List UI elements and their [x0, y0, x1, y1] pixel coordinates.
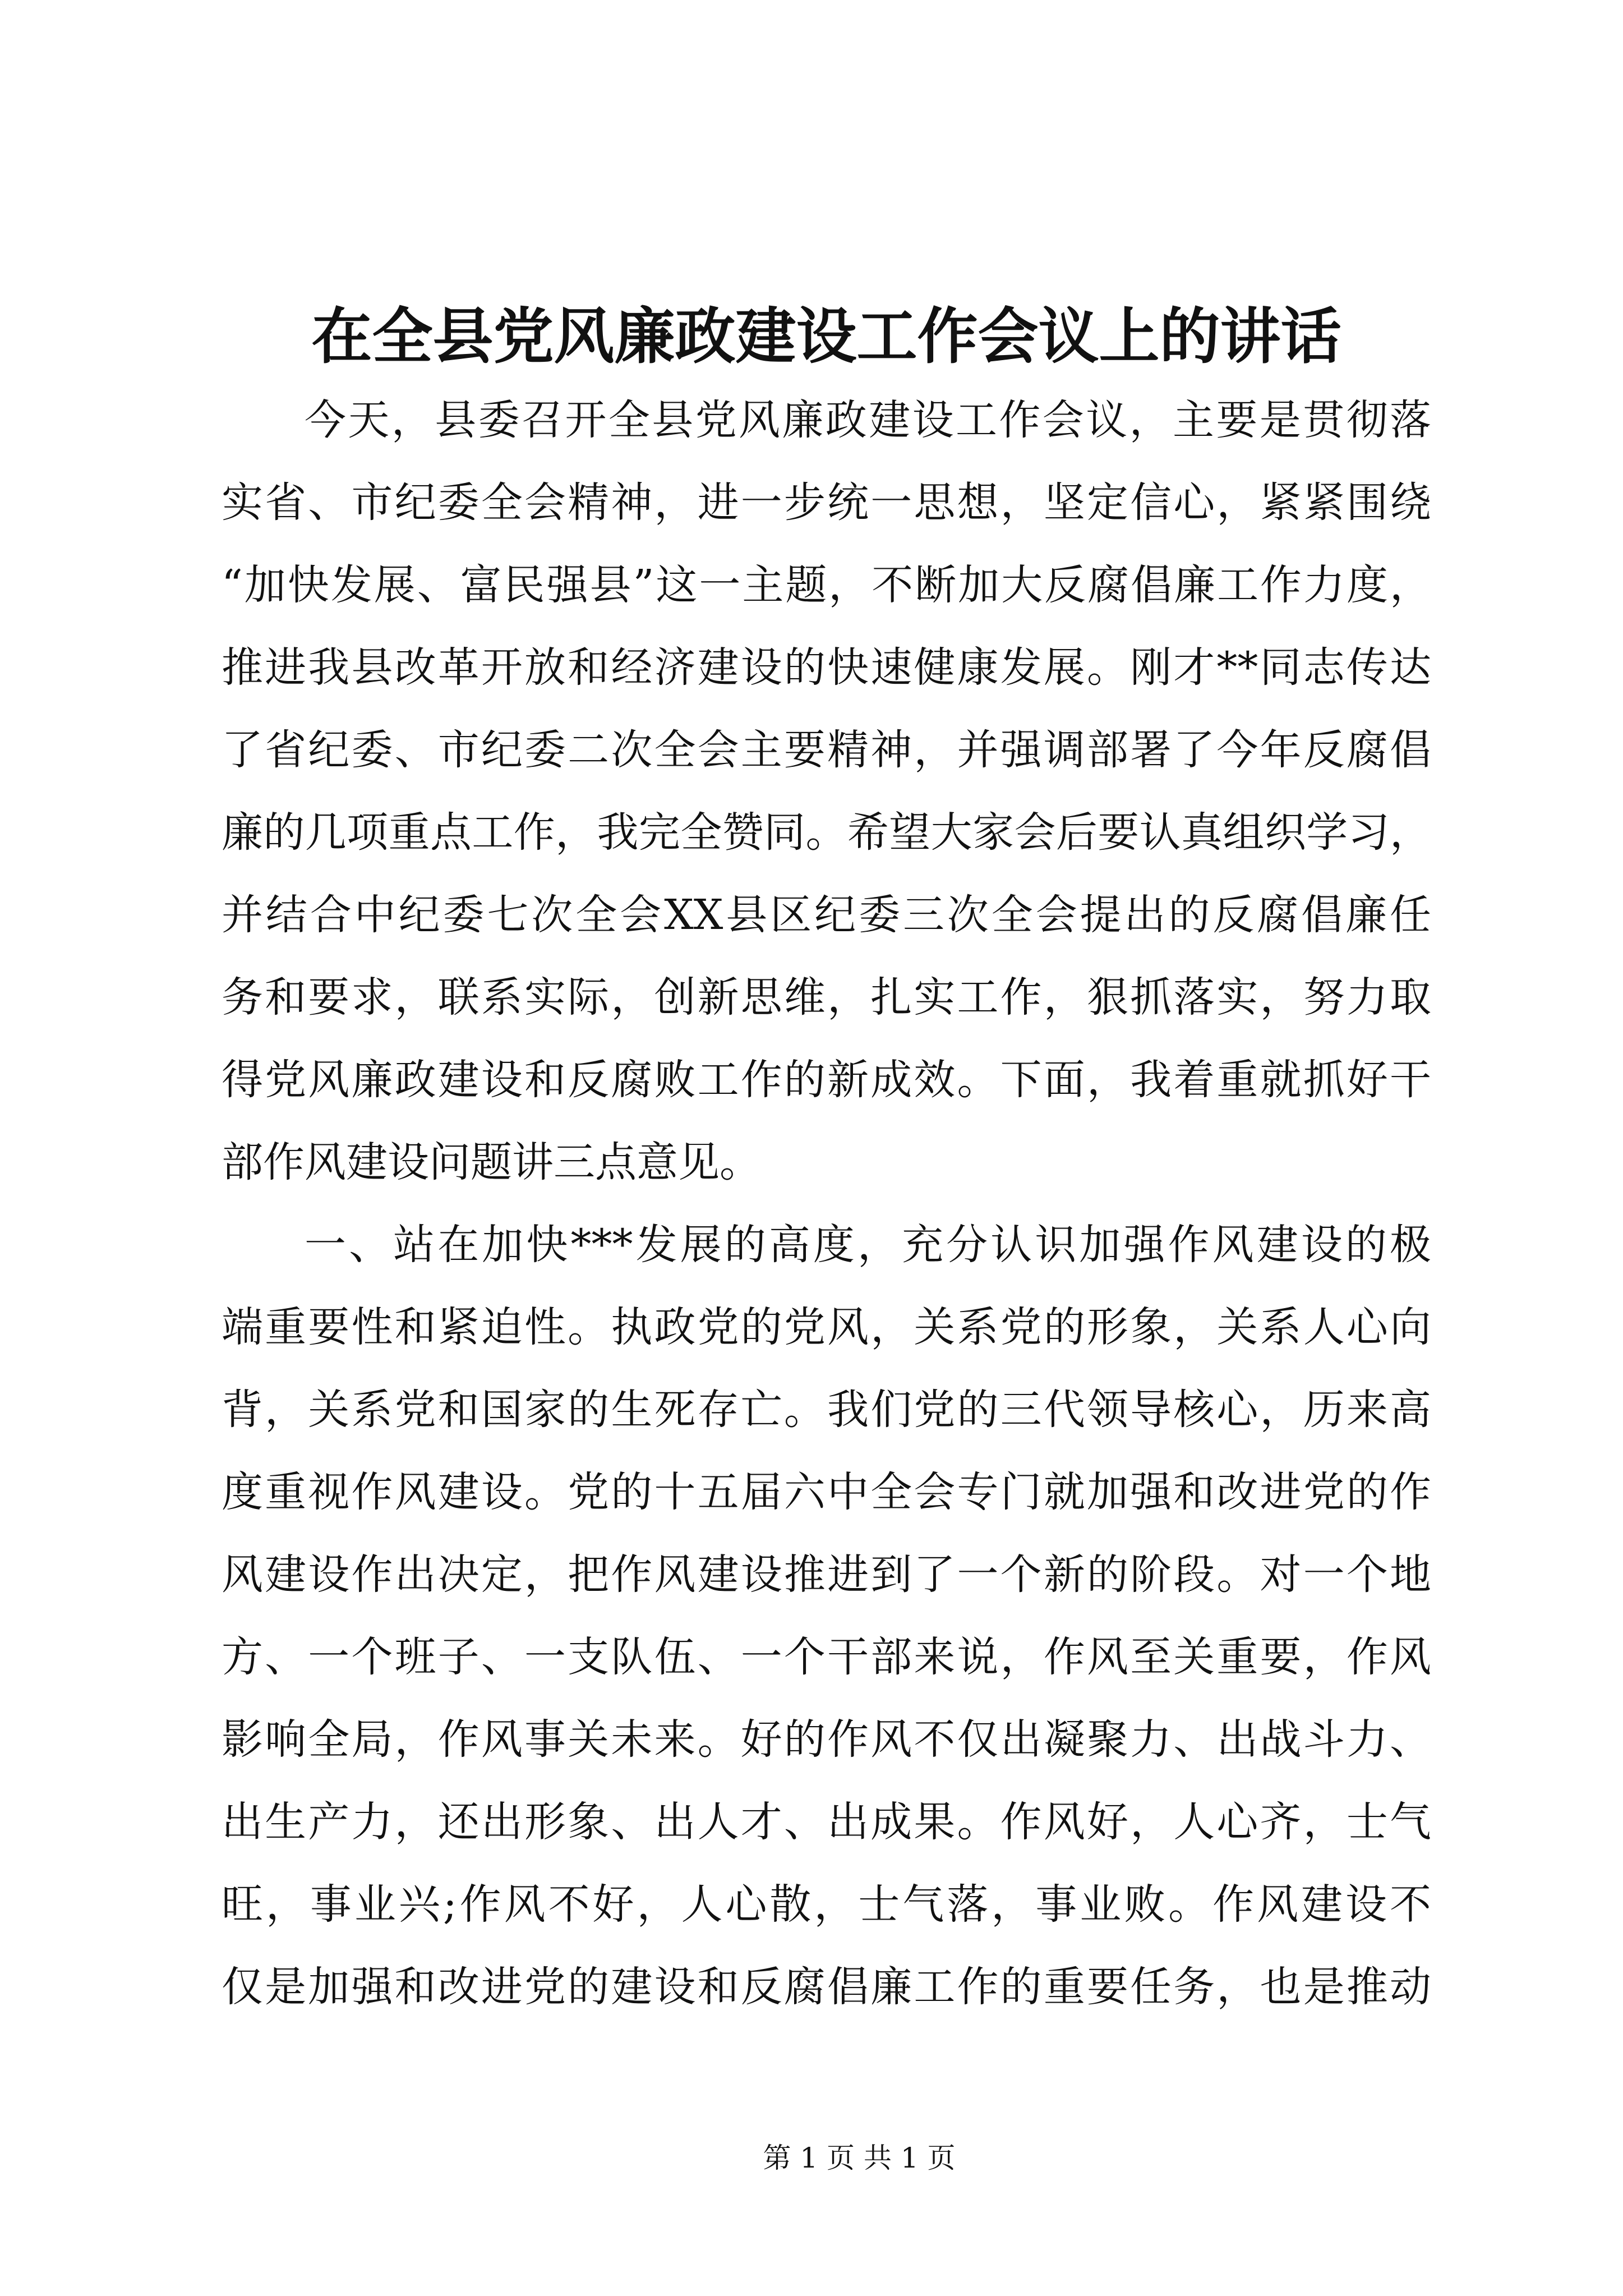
text-line: 今天，县委召开全县党风廉政建设工作会议，主要是贯彻落 [305, 396, 1431, 444]
text-line: 度重视作风建设。党的十五届六中全会专门就加强和改进党的作 [222, 1468, 1431, 1516]
text-line: 背，关系党和国家的生死存亡。我们党的三代领导核心，历来高 [222, 1386, 1431, 1434]
text-line: 出生产力，还出形象、出人才、出成果。作风好，人心齐，士气 [222, 1798, 1431, 1846]
text-line: 务和要求，联系实际，创新思维，扎实工作，狠抓落实，努力取 [222, 973, 1431, 1022]
paragraph-1 [222, 379, 1431, 1204]
text-line: 并结合中纪委七次全会XX县区纪委三次全会提出的反腐倡廉任 [222, 891, 1431, 939]
paragraph-2 [222, 1204, 1431, 2028]
text-line: 廉的几项重点工作，我完全赞同。希望大家会后要认真组织学习， [222, 808, 1431, 857]
text-line: 仅是加强和改进党的建设和反腐倡廉工作的重要任务，也是推动 [222, 1963, 1431, 2011]
document-body [222, 379, 1431, 2028]
text-line: 影响全局，作风事关未来。好的作风不仅出凝聚力、出战斗力、 [222, 1715, 1431, 1764]
text-line: 旺，事业兴;作风不好，人心散，士气落，事业败。作风建设不 [222, 1880, 1431, 1929]
text-line: 风建设作出决定，把作风建设推进到了一个新的阶段。对一个地 [222, 1550, 1431, 1599]
text-line: 方、一个班子、一支队伍、一个干部来说，作风至关重要，作风 [222, 1633, 1431, 1681]
text-line: 了省纪委、市纪委二次全会主要精神，并强调部署了今年反腐倡 [222, 726, 1431, 774]
text-line: 一、站在加快***发展的高度，充分认识加强作风建设的极 [305, 1221, 1431, 1269]
text-line: 部作风建设问题讲三点意见。 [222, 1138, 761, 1186]
text-line: “加快发展、富民强县”这一主题，不断加大反腐倡廉工作力度， [222, 561, 1431, 609]
text-line: 端重要性和紧迫性。执政党的党风，关系党的形象，关系人心向 [222, 1303, 1431, 1351]
page-footer: 第 1 页 共 1 页 [763, 2142, 956, 2174]
text-line: 实省、市纪委全会精神，进一步统一思想，坚定信心，紧紧围绕 [222, 478, 1431, 527]
text-line: 得党风廉政建设和反腐败工作的新成效。下面，我着重就抓好干 [222, 1056, 1431, 1104]
document-title: 在全县党风廉政建设工作会议上的讲话 [311, 301, 1341, 372]
text-line: 推进我县改革开放和经济建设的快速健康发展。刚才**同志传达 [222, 643, 1431, 692]
